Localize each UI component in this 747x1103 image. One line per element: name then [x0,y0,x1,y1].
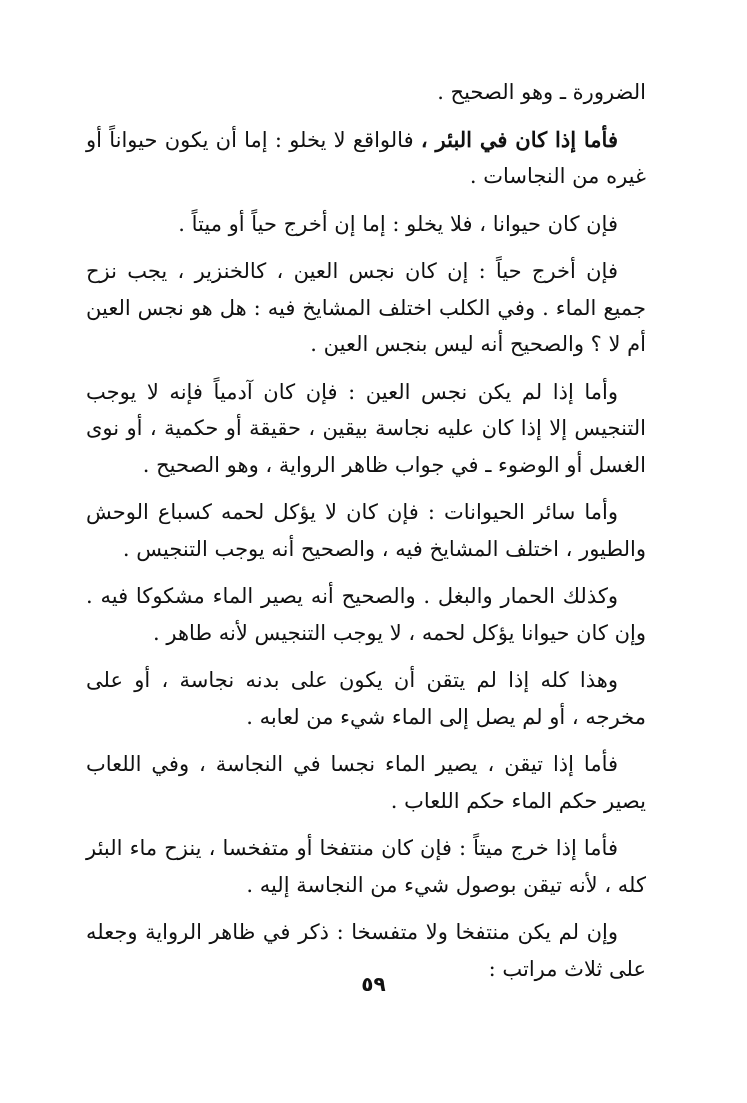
paragraph-5 [86,374,646,484]
paragraph-11-text: وإن لم يكن منتفخا ولا متفسخا : ذكر في ظاهر الرواية وجعله على ثلاث مراتب : [86,920,646,981]
paragraph-6 [86,494,646,567]
paragraph-2-text: فالواقع لا يخلو : إما أن يكون حيواناً أو غيره من النجاسات . [86,127,646,188]
paragraph-7 [86,578,646,651]
paragraph-3-text: فإن كان حيوانا ، فلا يخلو : إما إن أخرج حياً أو ميتاً . [178,211,618,236]
page-body [86,74,646,998]
paragraph-4-text: فإن أخرج حياً : إن كان نجس العين ، كالخنزير ، يجب نزح جميع الماء . وفي الكلب اختلف المشايخ فيه : هل هو نجس العين أم لا ؟ والصحيح أنه ليس بنجس العين . [86,259,646,356]
paragraph-8 [86,662,646,735]
paragraph-2-lead: فأما إذا كان في البئر ، [420,126,618,152]
paragraph-10 [86,830,646,903]
paragraph-2 [86,122,646,195]
paragraph-6-text: وأما سائر الحيوانات : فإن كان لا يؤكل لحمه كسباع الوحش والطيور ، اختلف المشايخ فيه ، والصحيح أنه يوجب التنجيس . [86,500,646,561]
paragraph-7-text: وكذلك الحمار والبغل . والصحيح أنه يصير الماء مشكوكا فيه . وإن كان حيوانا يؤكل لحمه ، لا يوجب التنجيس لأنه طاهر . [86,584,646,645]
paragraph-1-text: الضرورة ـ وهو الصحيح . [437,80,646,104]
paragraph-3 [86,206,646,243]
paragraph-8-text: وهذا كله إذا لم يتقن أن يكون على بدنه نجاسة ، أو على مخرجه ، أو لم يصل إلى الماء شيء من لعابه . [86,668,646,729]
paragraph-10-text: فأما إذا خرج ميتاً : فإن كان منتفخا أو متفخسا ، ينزح ماء البئر كله ، لأنه تيقن بوصول شيء من النجاسة إليه . [86,836,646,897]
paragraph-9-text: فأما إذا تيقن ، يصير الماء نجسا في النجاسة ، وفي اللعاب يصير حكم الماء حكم اللعاب . [86,752,646,813]
page-number: ٥٩ [361,972,386,996]
paragraph-9 [86,746,646,819]
paragraph-5-text: وأما إذا لم يكن نجس العين : فإن كان آدمياً فإنه لا يوجب التنجيس إلا إذا كان عليه نجاسة بيقين ، حقيقة أو حكمية ، أو نوى الغسل أو الوضوء ـ في جواب ظاهر الرواية ، وهو الصحيح . [86,379,646,477]
paragraph-4 [86,253,646,363]
paragraph-1 [86,74,646,111]
